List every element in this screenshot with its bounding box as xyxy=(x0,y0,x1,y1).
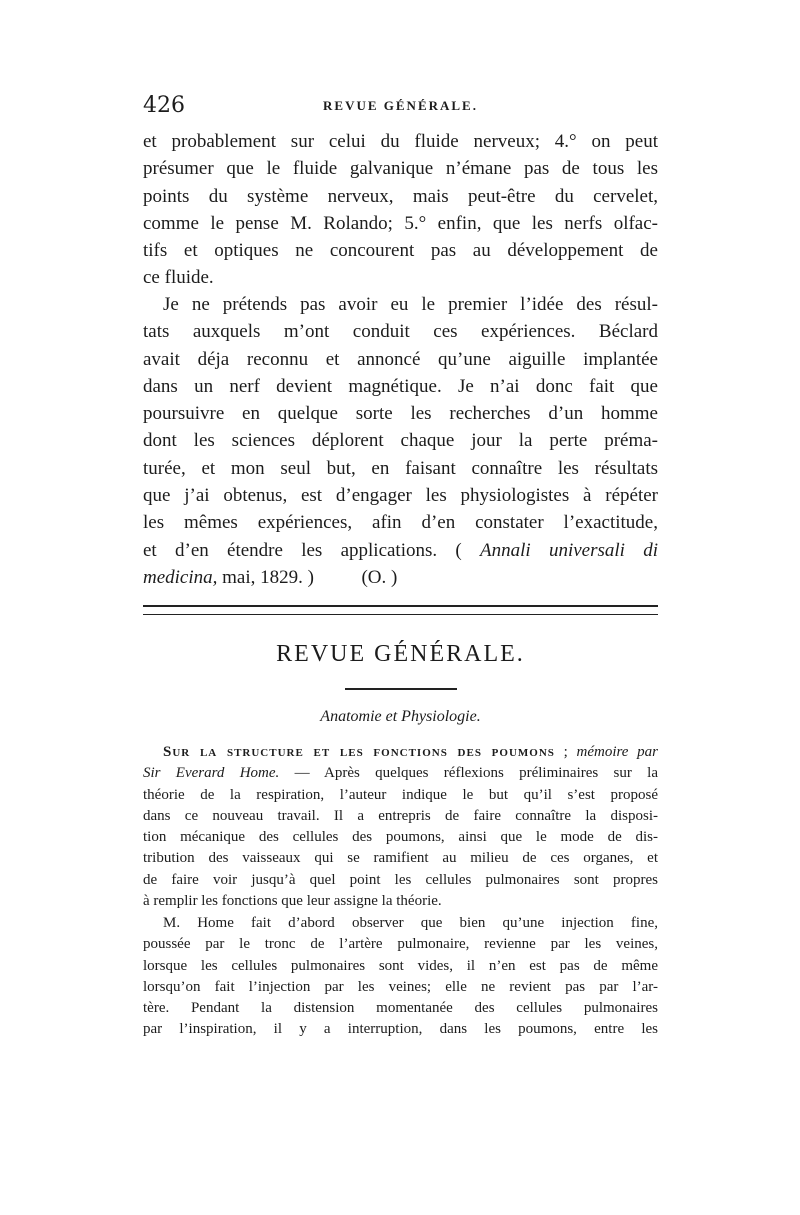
text-line: dont les sciences déplorent chaque jour la perte préma- xyxy=(143,430,658,452)
text-line: tribution des vaisseaux qui se ramifient au milieu de ces organes, et xyxy=(143,850,658,867)
memoire-label: mémoire par xyxy=(576,744,658,760)
article-heading: Sur la structure et les fonctions des poumons xyxy=(163,744,555,760)
text-line: tère. Pendant la distension momentanée des cellules pulmonaires xyxy=(143,1000,658,1017)
text-line: Je ne prétends pas avoir eu le premier l’idée des résul- xyxy=(163,294,658,315)
intro-text: — Après quelques réflexions préliminaires sur la xyxy=(279,765,658,782)
text-line: poursuivre en quelque sorte les recherches d’un homme xyxy=(143,403,658,425)
text-line xyxy=(143,564,658,591)
journal-title-cont: medicina, xyxy=(143,566,218,588)
text-line: poussée par le tronc de l’artère pulmonaire, revienne par les veines, xyxy=(143,936,658,953)
text-line: présumer que le fluide galvanique n’émane pas de tous les xyxy=(143,158,658,180)
text-line: théorie de la respiration, l’auteur indique le but qu’il s’est proposé xyxy=(143,786,658,803)
text-line: comme le pense M. Rolando; 5.° enfin, que les nerfs olfac- xyxy=(143,212,658,234)
section-divider xyxy=(143,605,658,615)
text-line: ce fluide. xyxy=(143,267,214,289)
punctuation: ; xyxy=(554,744,577,760)
text-line: tats auxquels m’ont conduit ces expériences. Béclard xyxy=(143,321,658,343)
citation-lead: et d’en étendre les applications. ( xyxy=(143,539,462,561)
text-line xyxy=(143,537,658,564)
text-line: de faire voir jusqu’à quel point les cellules pulmonaires sont propres xyxy=(143,871,658,888)
text-line: et probablement sur celui du fluide nerveux; 4.° on peut xyxy=(143,131,658,152)
text-line: turée, et mon seul but, en faisant connaître les résultats xyxy=(143,457,658,479)
text-line: à remplir les fonctions que leur assigne la théorie. xyxy=(143,893,442,910)
text-line: les mêmes expériences, afin d’en constater l’exactitude, xyxy=(143,512,658,534)
text-line: points du système nerveux, mais peut-être du cervelet, xyxy=(143,185,658,207)
title-rule xyxy=(345,688,457,690)
citation-date: mai, 1829. ) (O. ) xyxy=(217,566,398,588)
article-first-paragraph xyxy=(143,742,658,912)
closing-paragraph xyxy=(143,291,658,591)
text-line: avait déja reconnu et annoncé qu’une aiguille implantée xyxy=(143,348,658,370)
text-line: que j’ai obtenus, est d’engager les physiologistes à répéter xyxy=(143,485,658,507)
running-title: REVUE GÉNÉRALE. xyxy=(323,98,478,113)
page-number: 426 xyxy=(143,93,185,118)
text-line: M. Home fait d’abord observer que bien qu’une injection fine, xyxy=(163,915,658,931)
subsection-title: Anatomie et Physiologie. xyxy=(320,708,481,725)
author-name: Sir Everard Home. xyxy=(143,765,280,782)
text-line: lorsqu’on fait l’injection par les veines; elle ne revient pas par l’ar- xyxy=(143,978,658,995)
text-line: tion mécanique des cellules des poumons, ainsi que le mode de dis- xyxy=(143,829,658,846)
text-line: tifs et optiques ne concourent pas au développement de xyxy=(143,240,658,262)
journal-title: Annali universali di xyxy=(480,539,659,561)
text-line xyxy=(143,763,658,784)
article-second-paragraph xyxy=(143,913,658,1041)
text-line: lorsque les cellules pulmonaires sont vides, il n’en est pas de même xyxy=(143,957,658,974)
section-title: REVUE GÉNÉRALE. xyxy=(276,641,525,667)
continuation-paragraph xyxy=(143,128,658,292)
text-line: dans un nerf devient magnétique. Je n’ai donc fait que xyxy=(143,375,658,397)
text-line: dans ce nouveau travail. Il a entrepris de faire connaître la disposi- xyxy=(143,807,658,824)
text-line xyxy=(143,742,658,763)
running-head xyxy=(143,93,658,123)
text-line: par l’inspiration, il y a interruption, dans les poumons, entre les xyxy=(143,1021,658,1038)
